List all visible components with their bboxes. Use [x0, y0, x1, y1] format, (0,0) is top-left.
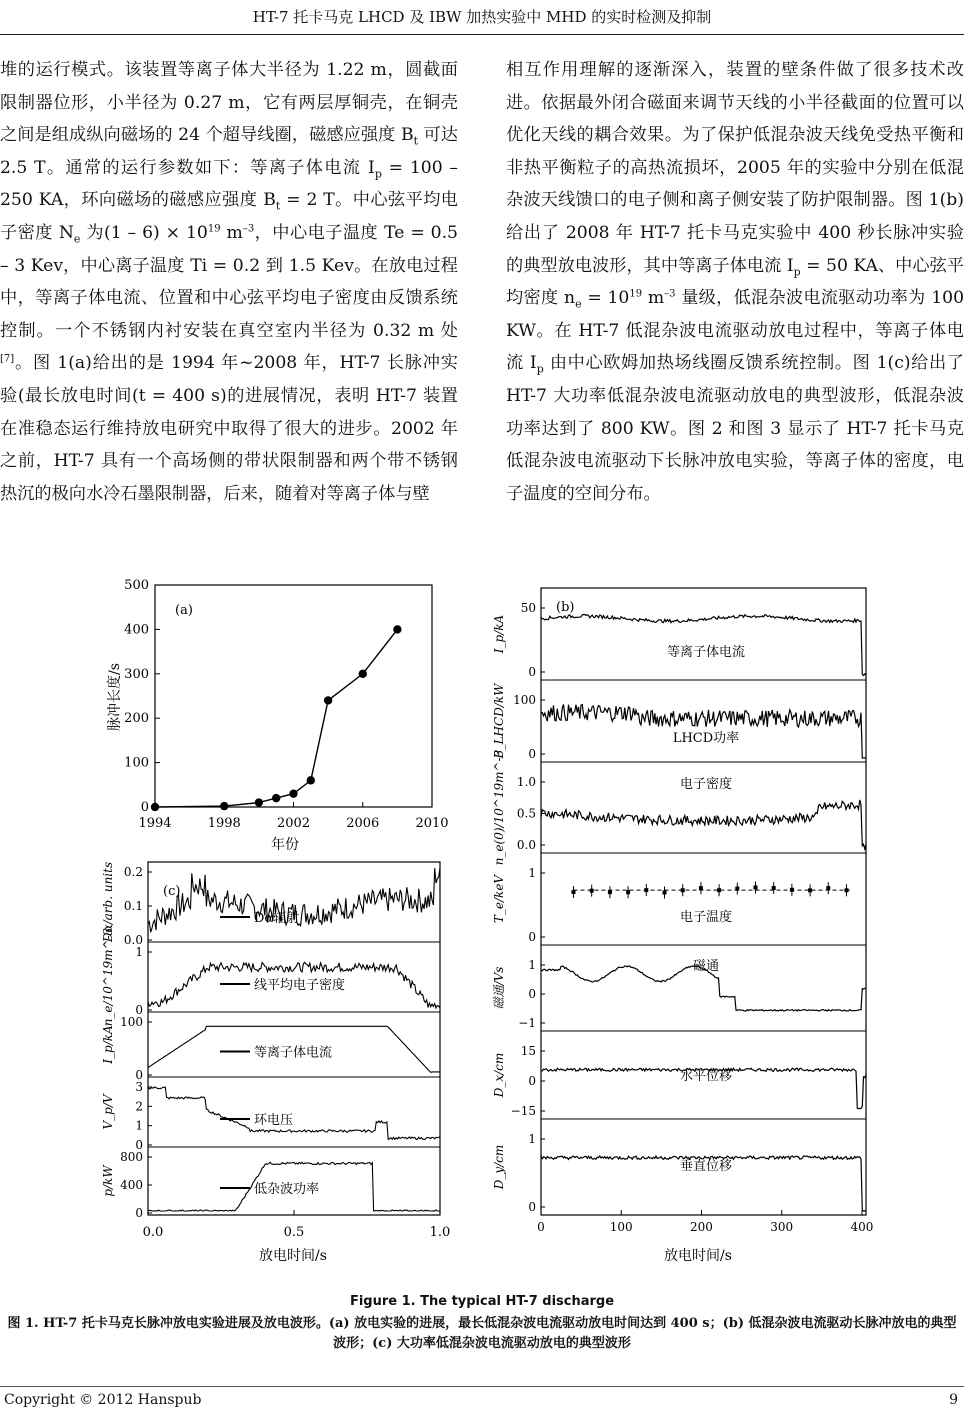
fig-b-te-point: [808, 888, 812, 892]
fig-a-ytick-label: 200: [124, 711, 149, 727]
page-number: 9: [949, 1392, 958, 1408]
fig-a-point: [307, 776, 315, 784]
fig-c-ytick-label: 2: [135, 1099, 143, 1114]
fig-c-label: (c): [163, 884, 181, 899]
fig-c-ytick-label: 0.1: [123, 899, 143, 913]
fig-c-ytick-label: 0: [135, 1068, 143, 1082]
fig-b-ylabel: n_e(0)/10^19m^-3: [492, 749, 506, 866]
figure-1: [0, 570, 964, 1270]
figure-b: [492, 588, 873, 1264]
fig-b-te-point: [590, 889, 594, 893]
fig-c-ytick-label: 0.0: [123, 933, 143, 947]
figure-c: [101, 862, 450, 1264]
fig-a-point: [151, 803, 159, 811]
figure-caption-en: Figure 1. The typical HT-7 discharge: [349, 1294, 615, 1309]
fig-c-ytick-label: 400: [120, 1178, 143, 1192]
fig-b-ytick-label: 1: [528, 1132, 536, 1146]
fig-b-xtick-label: 300: [770, 1220, 794, 1234]
fig-c-ylabel: I_p/kA: [101, 1025, 115, 1064]
fig-a-label: (a): [175, 603, 193, 618]
fig-b-te-point: [699, 886, 703, 890]
fig-c-xtick-label: 1.0: [429, 1225, 451, 1240]
fig-b-caption: 垂直位移: [679, 1159, 733, 1174]
running-header: HT-7 托卡马克 LHCD 及 IBW 加热实验中 MHD 的实时检测及抑制: [252, 8, 712, 26]
fig-b-ylabel: D_x/cm: [492, 1052, 506, 1098]
fig-c-ytick-label: 1: [135, 1118, 143, 1133]
fig-b-te-point: [735, 887, 739, 891]
fig-b-ylabel: D_y/cm: [492, 1144, 506, 1190]
header-rule: [0, 34, 964, 35]
fig-b-te-point: [772, 886, 776, 890]
fig-c-xlabel: 放电时间/s: [259, 1248, 327, 1264]
fig-c-ytick-label: 0: [135, 1206, 143, 1220]
fig-b-te-point: [608, 890, 612, 894]
fig-b-te-point: [663, 890, 667, 894]
fig-b-te-point: [754, 885, 758, 889]
fig-c-ytick-label: 100: [120, 1015, 143, 1029]
fig-b-xtick-label: 200: [690, 1220, 713, 1234]
fig-b-te-point: [681, 888, 685, 892]
fig-c-ytick-label: 800: [120, 1150, 143, 1164]
fig-b-ytick-label: 1: [528, 958, 536, 972]
fig-c-panels: [101, 862, 440, 1220]
fig-b-ylabel: I_p/kA: [492, 614, 506, 654]
copyright: Copyright © 2012 Hanspub: [4, 1392, 202, 1408]
fig-c-ylabel: V_p/V: [101, 1094, 115, 1130]
fig-b-ytick-label: 100: [513, 693, 536, 707]
fig-a-point: [220, 802, 228, 810]
left-paragraph: 堆的运行模式。该装置等离子体大半径为 1.22 m，圆截面限制器位形，小半径为 0.27 m，它有两层厚铜壳，在铜壳之间是组成纵向磁场的 24 个超导线圈，磁感应强度 $B_t$ 可达 2.5 T。通常的运行参数如下：等离子体电流 $I_p = 100 - 250$ KA，环向磁场的磁感应强度 $B_t = 2$ T。中心弦平均电子密度 $N_e$ 为$(1 - 6) \times 10^{19}$ $m^{-3}$，中心电子温度 Te = 0.5 – 3 Kev，中心离子温度 Ti = 0.2 到 1.5 Kev。在放电过程中，等离子体电流、位置和中心弦平均电子密度由反馈系统控制。一个不锈钢内衬安装在真空室内半径为 0.32 m 处[7]。图 1(a)给出的是 1994 年~2008 年，HT-7 长脉冲实验(最长放电时间(t = 400 s)的进展情况，表明 HT-7 装置在准稳态运行维持放电研究中取得了很大的进步。2002 年之前，HT-7 具有一个高场侧的带状限制器和两个带不锈钢热沉的极向水冷石墨限制器，后来，随着对等离子体与壁: [0, 60, 459, 504]
fig-b-ytick-label: 50: [520, 601, 536, 615]
fig-c-ytick-label: 0: [135, 1003, 143, 1017]
fig-a-series-line: [155, 629, 397, 807]
fig-b-te-point: [572, 890, 576, 894]
fig-a-xtick-label: 2002: [276, 816, 311, 831]
fig-b-ytick-label: 0: [528, 1074, 536, 1088]
right-column: [506, 54, 964, 510]
fig-c-caption: Dα辐射: [254, 911, 300, 926]
fig-b-ytick-label: −15: [510, 1104, 536, 1118]
fig-b-te-point: [644, 888, 648, 892]
fig-b-ytick-label: −1: [518, 1016, 536, 1030]
fig-b-ytick-label: 1: [528, 866, 536, 880]
fig-b-ytick-label: 0.0: [516, 838, 536, 852]
fig-a-point: [359, 670, 367, 678]
fig-a-ytick-label: 0: [140, 800, 149, 815]
fig-c-xtick-label: 0.5: [283, 1225, 305, 1240]
fig-a-point: [255, 798, 263, 806]
fig-b-xlabel: 放电时间/s: [664, 1248, 732, 1264]
fig-c-ytick-label: 1: [135, 945, 143, 959]
fig-b-ytick-label: 0: [528, 930, 536, 944]
fig-c-xtick-label: 0.0: [142, 1225, 164, 1240]
fig-b-label: (b): [556, 600, 575, 615]
fig-b-caption: 等离子体电流: [666, 645, 746, 660]
fig-b-ylabel: P_LHCD/kW: [492, 683, 506, 759]
fig-c-ylabel: p/kW: [101, 1165, 115, 1197]
fig-b-te-point: [826, 886, 830, 890]
fig-b-frame: [541, 588, 866, 1215]
fig-b-te-point: [790, 888, 794, 892]
fig-b-te-point: [626, 890, 630, 894]
fig-b-caption: 电子密度: [679, 777, 733, 792]
fig-c-caption: 环电压: [254, 1113, 294, 1128]
fig-b-xticks: [537, 1210, 873, 1234]
fig-b-xtick-label: 0: [537, 1220, 545, 1234]
fig-a-ytick-label: 400: [124, 622, 149, 638]
fig-b-trace: [541, 800, 866, 849]
fig-b-ylabel: T_e/keV: [492, 874, 506, 924]
fig-b-panels: [492, 601, 866, 1214]
fig-b-ylabel: 磁通/Vs: [492, 966, 506, 1010]
fig-a-point: [289, 789, 297, 797]
right-paragraph: 相互作用理解的逐渐深入，装置的壁条件做了很多技术改进。依据最外闭合磁面来调节天线的小半径截面的位置可以优化天线的耦合效果。为了保护低混杂波天线免受热平衡和非热平衡粒子的高热流损坏，2005 年的实验中分别在低混杂波天线馈口的电子侧和离子侧安装了防护限制器。图 1(b)给出了 2008 年 HT-7 托卡马克实验中 400 秒长脉冲实验的典型放电波形，其中等离子体电流 $I_p = 50$ KA、中心弦平均密度 $n_e = 10^{19}$ $m^{-3}$ 量级，低混杂波电流驱动功率为 100 KW。在 HT-7 低混杂波电流驱动放电过程中，等离子体电流 $I_p$ 由中心欧姆加热场线圈反馈系统控制。图 1(c)给出了 HT-7 大功率低混杂波电流驱动放电的典型波形，低混杂波功率达到了 800 KW。图 2 和图 3 显示了 HT-7 托卡马克低混杂波电流驱动下长脉冲放电实验，等离子体的密度，电子温度的空间分布。: [506, 60, 964, 504]
fig-a-xtick-label: 2010: [415, 816, 449, 831]
fig-a-point: [324, 696, 332, 704]
figure-a: [106, 578, 449, 853]
fig-b-caption: 水平位移: [679, 1069, 733, 1084]
fig-b-te-point: [717, 888, 721, 892]
fig-b-ytick-label: 1.0: [516, 775, 536, 789]
fig-c-trace: [148, 1087, 440, 1140]
fig-c-caption: 线平均电子密度: [254, 978, 346, 993]
fig-a-xlabel: 年份: [271, 837, 299, 853]
fig-b-ytick-label: 0: [528, 1200, 536, 1214]
fig-a-frame: [155, 585, 432, 807]
fig-c-ytick-label: 0.2: [123, 865, 143, 879]
fig-b-caption: 电子温度: [679, 910, 733, 925]
fig-b-xtick-label: 400: [850, 1220, 874, 1234]
fig-b-xtick-label: 100: [609, 1220, 633, 1234]
fig-a-xtick-label: 2006: [346, 816, 380, 831]
fig-a-ytick-label: 500: [124, 578, 149, 593]
fig-c-ylabel: Dα/arb. units: [101, 861, 115, 943]
fig-c-ylabel: n_e/10^19m^-3: [101, 927, 115, 1027]
fig-b-ytick-label: 15: [520, 1044, 536, 1058]
footer-rule: [0, 1386, 964, 1387]
figure-caption-zh: 图 1. HT-7 托卡马克长脉冲放电实验进展及放电波形。(a) 放电实验的进展，最长低混杂波电流驱动放电时间达到 400 s；(b) 低混杂波电流驱动长脉冲放电的典型波形；(c) 大功率低混杂波电流驱动放电的典型波形: [7, 1316, 957, 1351]
fig-a-ytick-label: 100: [124, 755, 149, 771]
fig-c-ytick-label: 0: [135, 1138, 143, 1152]
fig-b-te-point: [845, 888, 849, 892]
fig-b-ytick-label: 0: [528, 665, 536, 679]
fig-a-point: [393, 625, 401, 633]
fig-a-xtick-label: 1994: [138, 816, 172, 831]
fig-a-xtick-label: 1998: [207, 816, 241, 831]
fig-a-ytick-label: 300: [124, 666, 149, 682]
fig-c-caption: 低杂波功率: [254, 1182, 320, 1197]
fig-b-ytick-label: 0: [528, 747, 536, 761]
fig-c-caption: 等离子体电流: [254, 1045, 333, 1061]
fig-a-ylabel: 脉冲长度/s: [107, 663, 123, 731]
fig-c-ytick-label: 3: [135, 1080, 143, 1094]
left-column: [0, 54, 458, 510]
fig-a-point: [272, 794, 280, 802]
fig-b-caption: LHCD功率: [672, 731, 740, 746]
fig-b-ytick-label: 0.5: [516, 806, 536, 821]
fig-b-ytick-label: 0: [528, 987, 536, 1001]
fig-b-caption: 磁通: [692, 959, 720, 974]
fig-a-points: [151, 625, 402, 811]
